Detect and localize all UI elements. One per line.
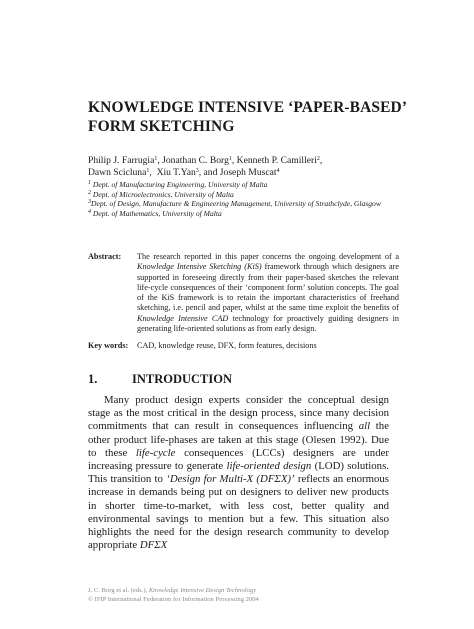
author-name: Dawn Scicluna bbox=[88, 166, 147, 178]
author-name: Jonathan C. Borg bbox=[162, 155, 229, 166]
author-name: Kenneth P. Camilleri bbox=[236, 155, 317, 166]
author-line-1: Philip J. Farrugia$^1$, Jonathan C. Borg$^1$, Kenneth P. Camilleri$^2$, bbox=[88, 155, 323, 166]
author-name: and Joseph Muscat bbox=[203, 166, 277, 178]
author-sup: 1 bbox=[228, 156, 232, 162]
author-line-2: Dawn Scicluna$^1$, Xiu T.Yan$^3$, and Joseph Muscat$^4$ bbox=[88, 166, 280, 178]
author-sup: 4 bbox=[276, 167, 280, 174]
body-paragraph bbox=[88, 394, 389, 552]
author-list bbox=[88, 155, 418, 178]
title-line-1: KNOWLEDGE INTENSIVE ‘PAPER-BASED’ bbox=[88, 99, 408, 116]
keywords-text: CAD, knowledge reuse, DFX, form features, decisions bbox=[137, 341, 317, 350]
affiliation-item: $^1$ Dept. of Manufacturing Engineering, University of Malta bbox=[88, 180, 268, 189]
author-sup: 1 bbox=[146, 167, 150, 174]
section-number: 1. bbox=[88, 372, 98, 386]
affiliation-list bbox=[88, 180, 418, 218]
affiliation-item: $^2$ Dept. of Microelectronics, University of Malta bbox=[88, 189, 234, 199]
keywords-label: Key words: bbox=[88, 341, 129, 350]
title-line-2: FORM SKETCHING bbox=[88, 118, 235, 135]
footer-citation: J. C. Borg et al. (eds.), Knowledge Intensive Design Technology bbox=[88, 587, 257, 594]
author-sup: 2 bbox=[316, 156, 320, 162]
section-title: INTRODUCTION bbox=[132, 372, 233, 386]
footer-copyright: © IFIP International Federation for Information Processing 2004 bbox=[88, 595, 259, 603]
affiliation-item: $^4$ Dept. of Mathematics, University of Malta bbox=[88, 208, 222, 218]
introduction-paragraph: Many product design experts consider the conceptual design stage as the most critical in the design process, since many decision commitments that can result in consequences influencing all the other product life-phases are taken at this stage (Olesen 1992). Due to these life-cycle consequences (LCCs) designers are under increasing pressure to generate life-oriented design (LOD) solutions. This transition to ‘Design for Multi-X (DFΣX)’ reflects an enormous increase in demands being put on designers to deliver new products in shorter time-to-market, with less cost, better quality and environmental savings to mention but a few. This situation also highlights the need for the design research community to develop appropriate DFΣX bbox=[88, 394, 390, 552]
affiliation-item: $^3$Dept. of Design, Manufacture & Engineering Management, University of Strathclyde, Glasgow bbox=[88, 199, 381, 208]
author-sup: 1 bbox=[154, 156, 158, 162]
section-heading bbox=[88, 372, 232, 387]
paper-title bbox=[88, 98, 418, 136]
abstract-label: Abstract: bbox=[88, 252, 122, 261]
author-name: Xiu T.Yan bbox=[156, 166, 196, 178]
abstract-text: The research reported in this paper concerns the ongoing development of a Knowledge Intensive Sketching (KiS) framework through which designers are supported in foreseeing directly from their paper-based sketches the relevant life-cycle consequences of their ‘component form’ solution concepts. The goal of the KiS framework is to retain the important characteristics of freehand sketching, i.e. pencil and paper, whilst at the same time exploit the benefits of Knowledge Intensive CAD technology for proactively guiding designers in generating life-oriented solutions as from early design. bbox=[137, 252, 399, 334]
author-name: Philip J. Farrugia bbox=[88, 155, 155, 166]
page-footer bbox=[88, 587, 408, 604]
author-sup: 3 bbox=[195, 167, 199, 174]
